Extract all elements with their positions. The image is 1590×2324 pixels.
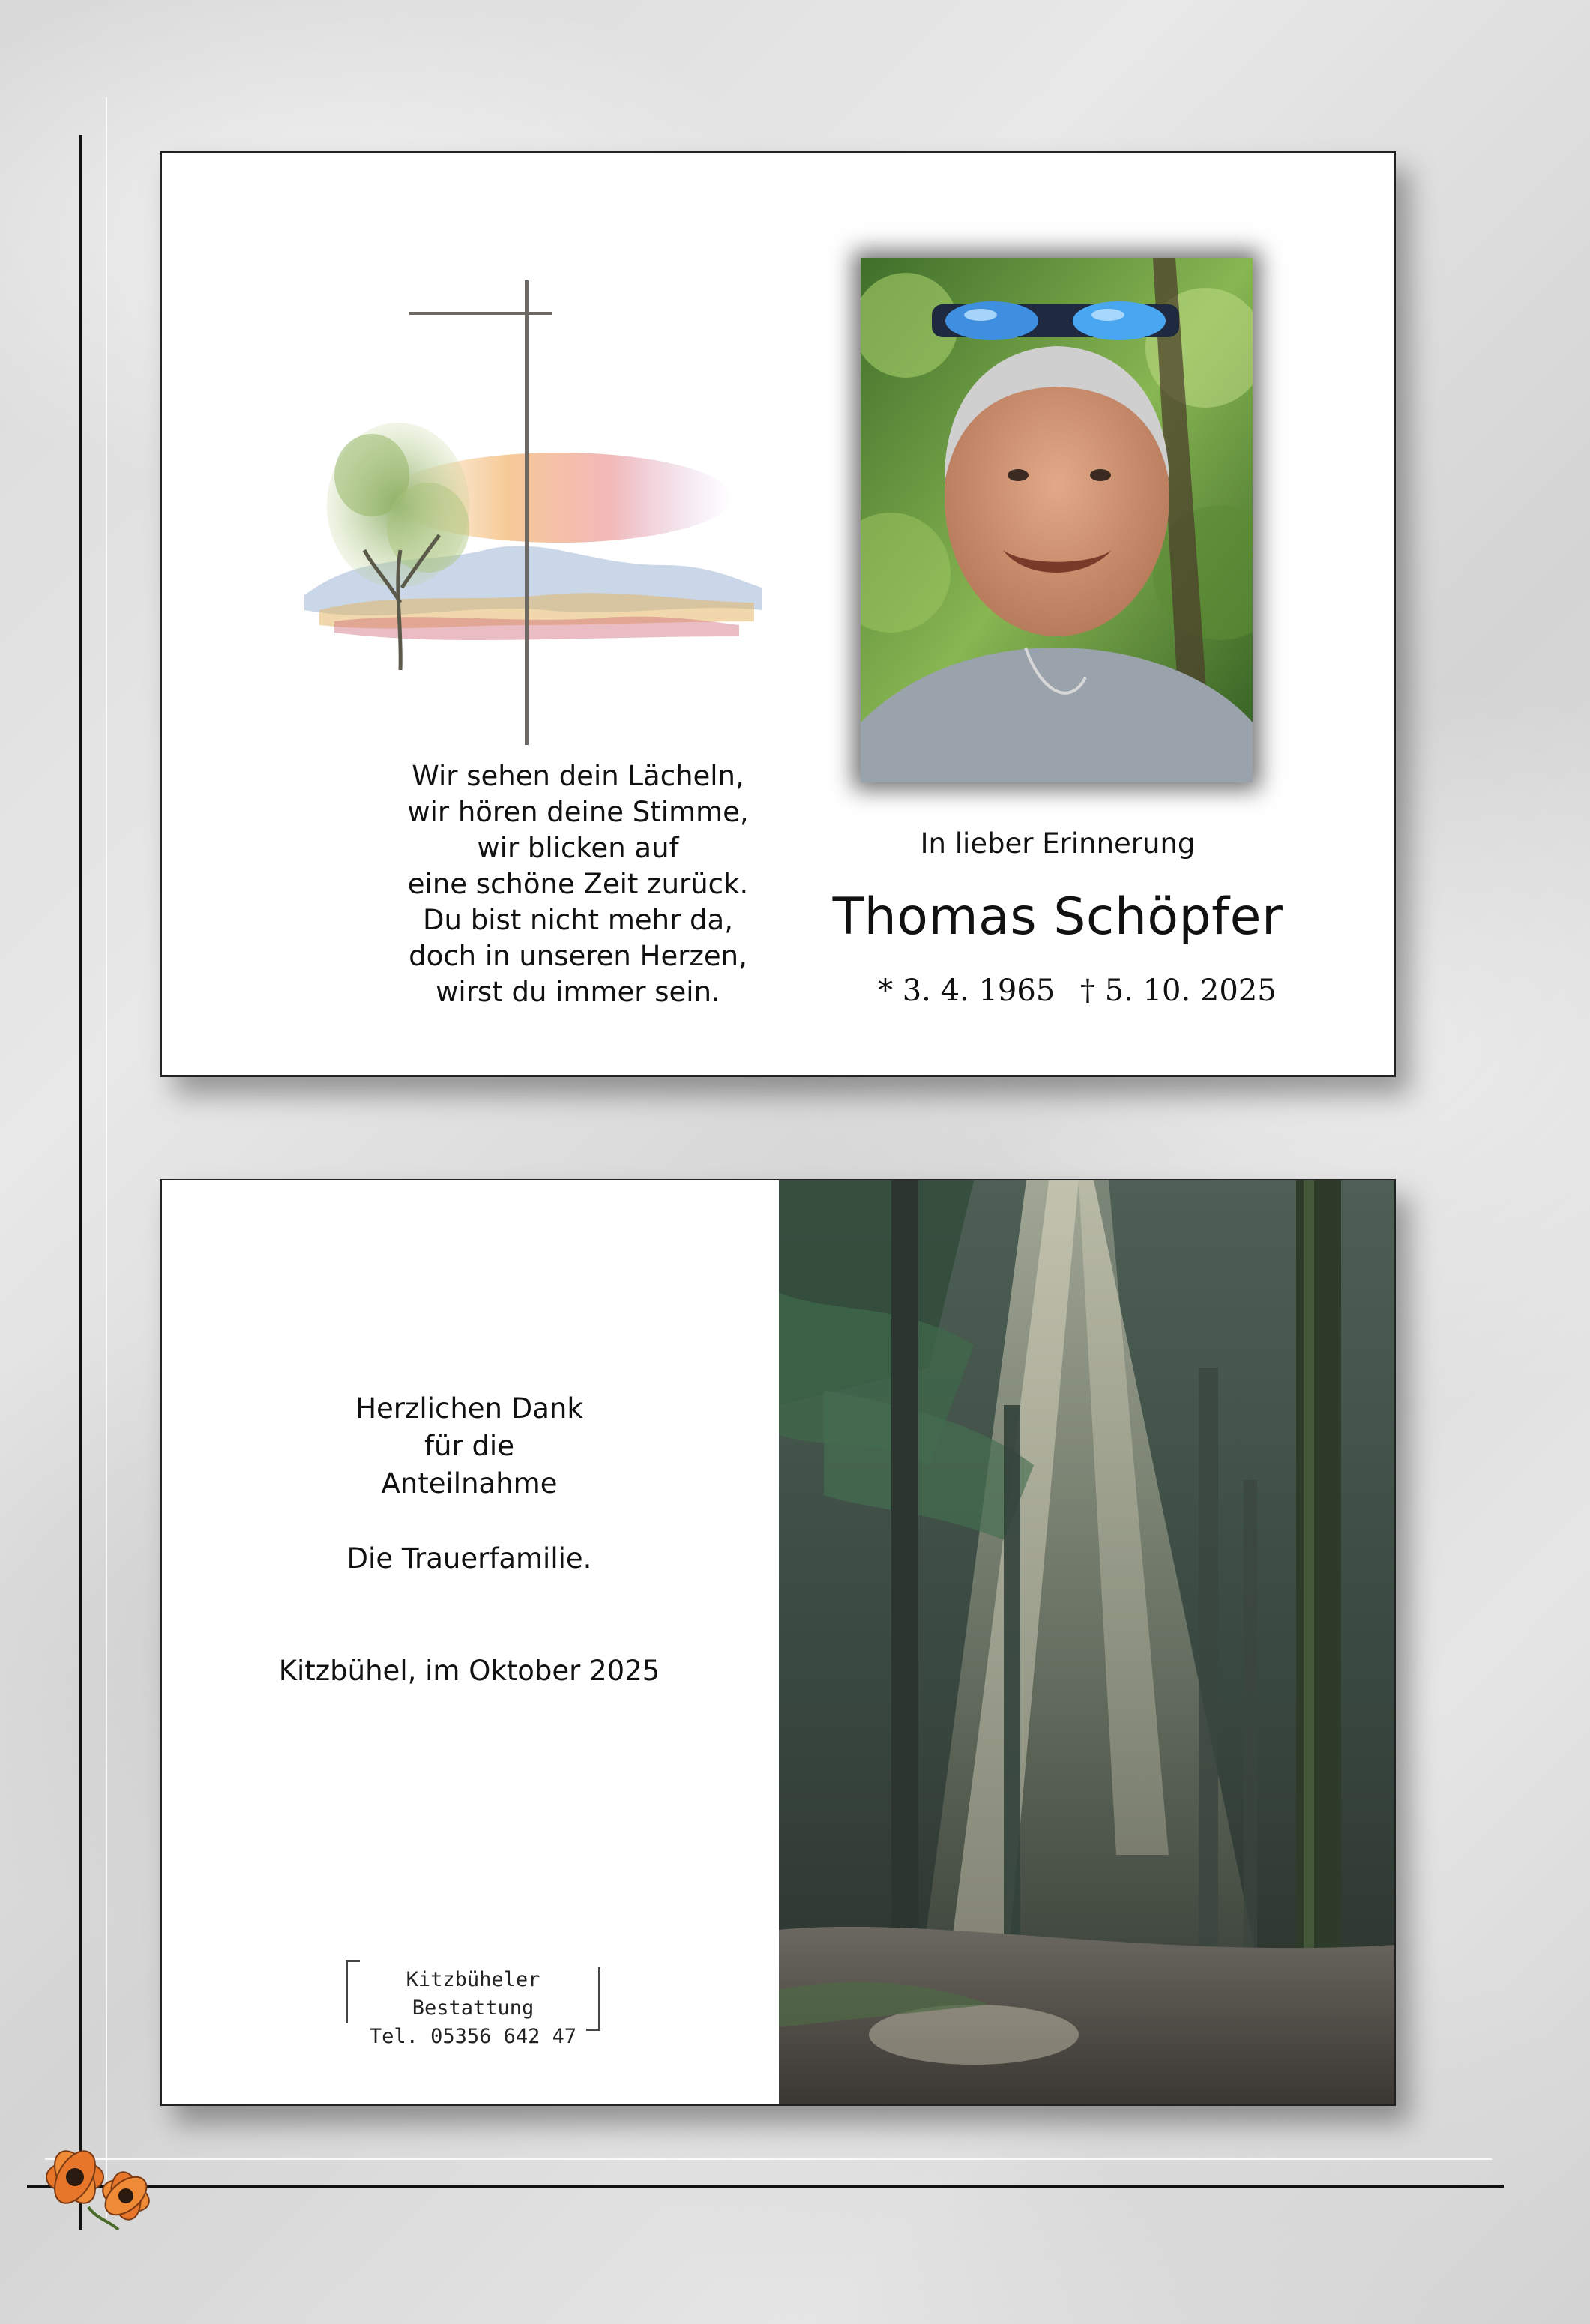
undertaker-name: Kitzbüheler Bestattung	[406, 1968, 540, 2020]
flower-decoration	[28, 2125, 171, 2237]
remembrance-heading: In lieber Erinnerung	[920, 827, 1196, 860]
poem-line: wir blicken auf	[477, 832, 679, 864]
thanks-line: für die	[424, 1430, 514, 1462]
undertaker-phone: Tel. 05356 642 47	[369, 2025, 577, 2048]
poem-line: doch in unseren Herzen,	[409, 940, 747, 972]
poem-line: Du bist nicht mehr da,	[423, 904, 733, 936]
poem-line: eine schöne Zeit zurück.	[407, 868, 749, 900]
deceased-name: Thomas Schöpfer	[832, 887, 1283, 947]
poem-line: wir hören deine Stimme,	[407, 796, 749, 828]
forest-sunbeam-photo	[779, 1180, 1396, 2106]
memorial-poem	[282, 758, 874, 1010]
place-and-date: Kitzbühel, im Oktober 2025	[278, 1655, 660, 1687]
frame-line-vertical-light	[106, 97, 107, 2218]
portrait-photo	[861, 258, 1253, 782]
birth-date: * 3. 4. 1965	[878, 974, 1056, 1008]
poem-line: wirst du immer sein.	[436, 976, 720, 1008]
frame-line-vertical	[79, 135, 82, 2230]
thanks-line: Anteilnahme	[381, 1467, 558, 1500]
family-signature: Die Trauerfamilie.	[346, 1542, 592, 1575]
frame-line-horizontal-light	[45, 2158, 1492, 2160]
undertaker-imprint	[346, 1960, 600, 2048]
death-date: † 5. 10. 2025	[1080, 974, 1277, 1008]
thanks-line: Herzlichen Dank	[355, 1392, 583, 1425]
frame-line-horizontal	[27, 2185, 1504, 2188]
memorial-card-front	[160, 151, 1396, 1077]
cross-watercolor-illustration	[274, 250, 799, 775]
memorial-card-back	[160, 1179, 1396, 2106]
thanks-text	[222, 1390, 717, 1690]
poem-line: Wir sehen dein Lächeln,	[412, 760, 744, 792]
